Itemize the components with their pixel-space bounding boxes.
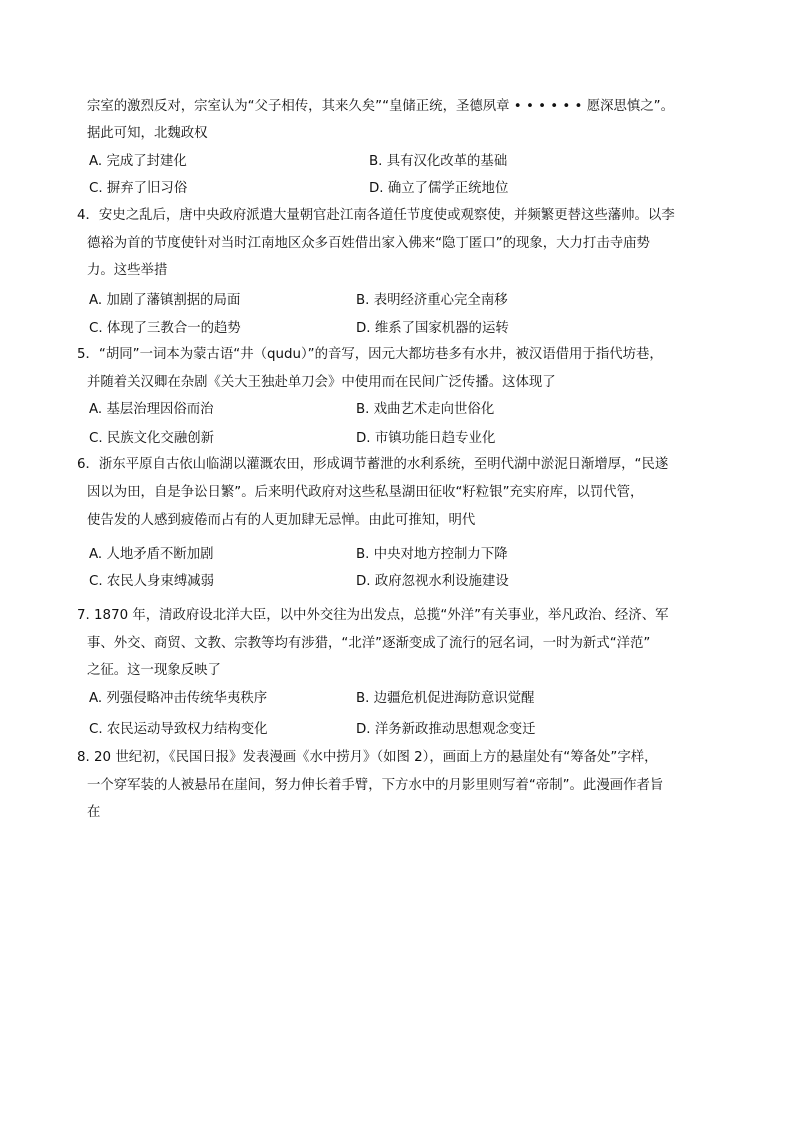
q4-stem-line-3: 力。这些举措 (87, 263, 168, 278)
q7-stem-line-3: 之征。这一现象反映了 (87, 663, 221, 678)
q4-stem-line-1: 4．安史之乱后，唐中央政府派遣大量朝官赴江南各道任节度使或观察使，并频繁更替这些藩帅。以李 (77, 208, 675, 223)
q3-option-c[interactable]: C. 摒弃了旧习俗 (89, 181, 188, 196)
q6-stem-line-2: 因以为田，自是争讼日繁”。后来明代政府对这些私垦湖田征收“籽粒银”充实府库，以罚代管， (87, 485, 644, 500)
q5-option-a[interactable]: A. 基层治理因俗而治 (89, 402, 214, 417)
q5-stem-line-1: 5．“胡同”一词本为蒙古语“井（qudu）”的音写，因元大都坊巷多有水井，被汉语借用于指代坊巷， (77, 347, 663, 362)
q6-option-b[interactable]: B. 中央对地方控制力下降 (356, 547, 508, 562)
q8-stem-line-2: 一个穿军装的人被悬吊在崖间，努力伸长着手臂，下方水中的月影里则写着“帝制”。此漫画作者旨 (87, 778, 664, 793)
q6-option-c[interactable]: C. 农民人身束缚减弱 (89, 574, 214, 589)
q7-option-c[interactable]: C. 农民运动导致权力结构变化 (89, 722, 268, 737)
q5-option-c[interactable]: C. 民族文化交融创新 (89, 431, 214, 446)
q4-stem-line-2: 德裕为首的节度使针对当时江南地区众多百姓借出家入佛来“隐丁匿口”的现象，大力打击寺庙势 (87, 236, 650, 251)
q8-stem-line-3: 在 (87, 805, 101, 820)
q4-option-a[interactable]: A. 加剧了藩镇割据的局面 (89, 293, 241, 308)
q6-option-d[interactable]: D. 政府忽视水利设施建设 (356, 574, 509, 589)
q4-option-b[interactable]: B. 表明经济重心完全南移 (356, 293, 508, 308)
q7-stem-line-1: 7. 1870 年，清政府设北洋大臣，以中外交往为出发点，总揽“外洋”有关事业，举凡政治、经济、军 (77, 608, 669, 623)
q3-stem-line-1: 宗室的激烈反对，宗室认为“父子相传，其来久矣”“皇储正统，圣德夙章 • • • • • • 愿深思慎之”。 (87, 99, 674, 114)
q5-option-b[interactable]: B. 戏曲艺术走向世俗化 (356, 402, 495, 417)
q3-option-d[interactable]: D. 确立了儒学正统地位 (369, 181, 509, 196)
q6-stem-line-1: 6．浙东平原自古依山临湖以灌溉农田，形成调节蓄泄的水利系统，至明代湖中淤泥日渐增厚，“民遂 (77, 457, 669, 472)
q6-stem-line-3: 使告发的人感到疲倦而占有的人更加肆无忌惮。由此可推知，明代 (87, 513, 476, 528)
q3-option-b[interactable]: B. 具有汉化改革的基础 (369, 154, 508, 169)
q7-option-b[interactable]: B. 边疆危机促进海防意识觉醒 (356, 691, 535, 706)
q3-stem-line-2: 据此可知，北魏政权 (87, 126, 208, 141)
q5-stem-line-2: 并随着关汉卿在杂剧《关大王独赴单刀会》中使用而在民间广泛传播。这体现了 (87, 375, 556, 390)
q8-stem-line-1: 8. 20 世纪初，《民国日报》发表漫画《水中捞月》（如图 2），画面上方的悬崖处有“筹备处”字样， (77, 750, 658, 765)
q3-option-a[interactable]: A. 完成了封建化 (89, 154, 187, 169)
q4-option-c[interactable]: C. 体现了三教合一的趋势 (89, 321, 241, 336)
q5-option-d[interactable]: D. 市镇功能日趋专业化 (356, 431, 496, 446)
q7-option-a[interactable]: A. 列强侵略冲击传统华夷秩序 (89, 691, 268, 706)
q7-stem-line-2: 事、外交、商贸、文教、宗教等均有涉猎，“北洋”逐渐变成了流行的冠名词，一时为新式“洋范” (87, 636, 651, 651)
q4-option-d[interactable]: D. 维系了国家机器的运转 (356, 321, 509, 336)
q6-option-a[interactable]: A. 人地矛盾不断加剧 (89, 547, 214, 562)
q7-option-d[interactable]: D. 洋务新政推动思想观念变迁 (356, 722, 536, 737)
